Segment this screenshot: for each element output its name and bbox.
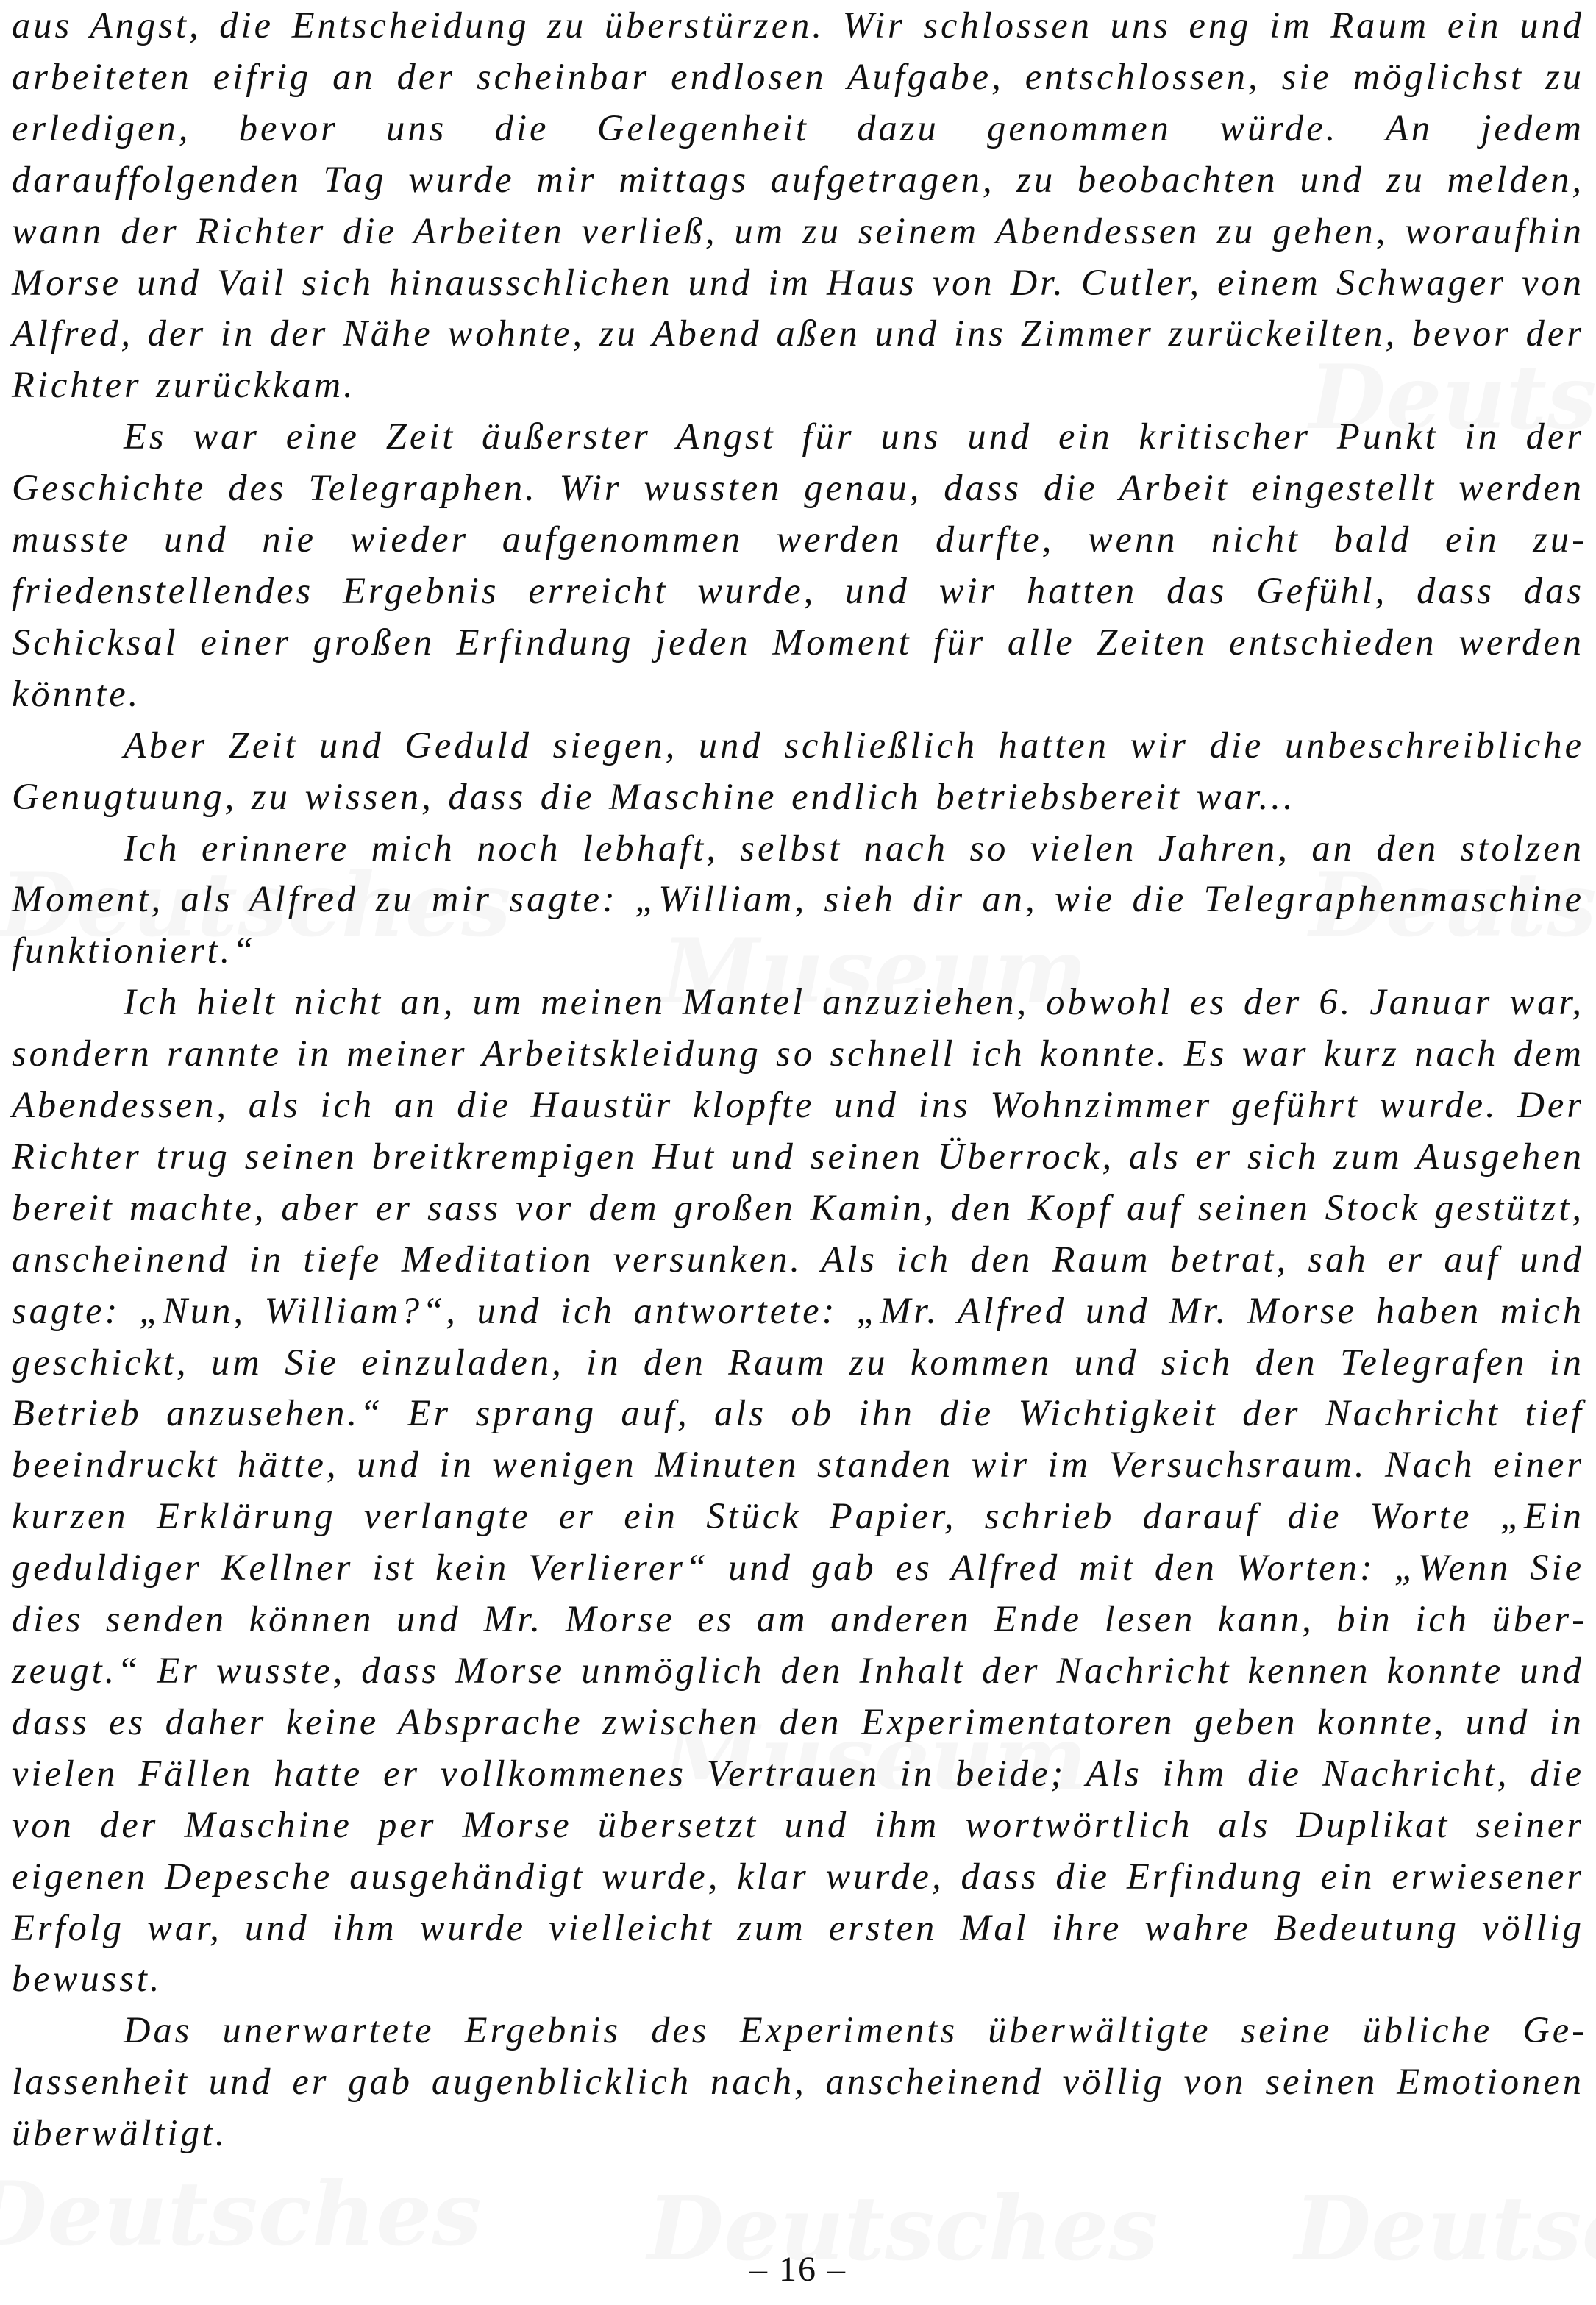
paragraph: Es war eine Zeit äußerster Angst für uns und ein kritischer Punkt in der Geschichte des Telegraphen. Wir wussten genau, dass die Arbeit eingestellt werden musste und nie wieder aufgenommen werden durfte, wenn nicht bald ein zufriedenstellendes Ergebnis erreicht wurde, und wir hatten das Gefühl, dass das Schicksal einer großen Erfindung jeden Moment für alle Zeiten entschieden werden könnte.: [12, 416, 1584, 714]
page-number: – 16 –: [749, 2250, 847, 2289]
paragraph: aus Angst, die Entscheidung zu überstürzen. Wir schlossen uns eng im Raum ein und arbeiteten eifrig an der scheinbar endlosen Aufgabe, entschlossen, sie möglichst zu erledigen, bevor uns die Gelegenheit dazu genommen würde. An jedem darauffolgenden Tag wurde mir mittags aufgetragen, zu beobachten und zu melden, wann der Richter die Arbeiten verließ, um zu seinem Abendessen zu gehen, woraufhin Morse und Vail sich hinausschlichen und im Haus von Dr. Cutler, einem Schwager von Alfred, der in der Nähe wohnte, zu Abend aßen und ins Zimmer zurückeilten, bevor der Richter zurückkam.: [12, 4, 1584, 406]
paragraph: Ich erinnere mich noch lebhaft, selbst nach so vielen Jahren, an den stolzen Moment, als Alfred zu mir sagte: „William, sieh dir an, wie die Telegraphenmaschine funktioniert.“: [12, 827, 1584, 972]
paragraph: Das unerwartete Ergebnis des Experiments überwältigte seine übliche Gelassenheit und er gab augenblicklich nach, anscheinend völlig von seinen Emotionen überwältigt.: [12, 2009, 1584, 2154]
page-body: [12, 0, 1584, 2159]
paragraph: Ich hielt nicht an, um meinen Mantel anzuziehen, obwohl es der 6. Januar war, sondern rannte in meiner Arbeitskleidung so schnell ich konnte. Es war kurz nach dem Abendessen, als ich an die Haustür klopfte und ins Wohnzimmer geführt wurde. Der Richter trug seinen breitkrempigen Hut und seinen Überrock, als er sich zum Ausgehen bereit machte, aber er sass vor dem großen Kamin, den Kopf auf seinen Stock gestützt, anscheinend in tiefe Meditation versunken. Als ich den Raum betrat, sah er auf und sagte: „Nun, William?“, und ich antwortete: „Mr. Alfred und Mr. Morse haben mich geschickt, um Sie einzuladen, in den Raum zu kommen und sich den Telegrafen in Betrieb anzusehen.“ Er sprang auf, als ob ihn die Wichtigkeit der Nachricht tief beeindruckt hätte, und in wenigen Minuten standen wir im Versuchsraum. Nach einer kurzen Erklärung verlangte er ein Stück Papier, schrieb darauf die Worte „Ein geduldiger Kellner ist kein Verlierer“ und gab es Alfred mit den Worten: „Wenn Sie dies senden können und Mr. Morse es am anderen Ende lesen kann, bin ich überzeugt.“ Er wusste, dass Morse unmöglich den Inhalt der Nachricht kennen konnte und dass es daher keine Absprache zwischen den Experimentatoren geben konnte, und in vielen Fällen hatte er vollkommenes Vertrauen in beide; Als ihm die Nachricht, die von der Maschine per Morse übersetzt und ihm wortwörtlich als Duplikat seiner eigenen Depesche ausgehändigt wurde, klar wurde, dass die Erfindung ein erwiesener Erfolg war, und ihm wurde vielleicht zum ersten Mal ihre wahre Bedeutung völlig bewusst.: [12, 981, 1584, 2000]
paragraph: Aber Zeit und Geduld siegen, und schließlich hatten wir die unbeschreibliche Genugtuung, zu wissen, dass die Maschine endlich betriebsbereit war...: [12, 724, 1584, 817]
